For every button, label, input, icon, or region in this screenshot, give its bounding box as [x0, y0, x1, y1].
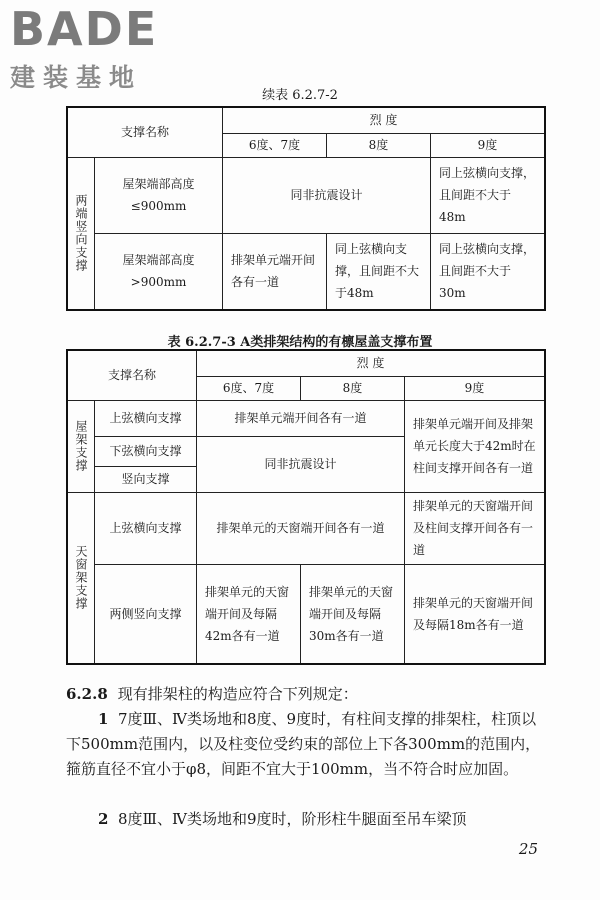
- cell: 同上弦横向支撑，且间距不大于30m: [431, 233, 546, 310]
- item-text: 7度Ⅲ、Ⅳ类场地和8度、9度时，有柱间支撑的排架柱，柱顶以下500mm范围内，以及柱变位受约束的部位上下各300mm的范围内，箍筋直径不宜小于φ8，间距不宜大于100mm，当不符合时应加固。: [66, 710, 541, 778]
- section-number: 6.2.8: [66, 685, 108, 703]
- section-title: 现有排架柱的构造应符合下列规定：: [117, 685, 358, 703]
- item-text: 8度Ⅲ、Ⅳ类场地和9度时，阶形柱牛腿面至吊车梁顶: [117, 810, 467, 828]
- header-intensity: 烈 度: [197, 350, 546, 376]
- cell: 同上弦横向支撑，且间距不大于48m: [431, 157, 546, 233]
- logo: [10, 2, 159, 94]
- row-name: 两侧竖向支撑: [95, 564, 197, 664]
- logo-subtitle: 建装基地: [10, 63, 143, 92]
- item-1: [66, 707, 546, 782]
- row-name: 竖向支撑: [95, 466, 197, 492]
- header-name: 支撑名称: [67, 107, 223, 157]
- logo-word: BADE: [10, 2, 159, 56]
- header-intensity: 烈 度: [223, 107, 546, 133]
- table2-caption: 表 6.2.7-3 A类排架结构的有檩屋盖支撑布置: [167, 335, 433, 350]
- cell: 排架单元端开间各有一道: [223, 233, 327, 310]
- header-deg8: 8度: [327, 133, 431, 157]
- table1-caption: 续表 6.2.7-2: [262, 88, 338, 103]
- cell: 同上弦横向支撑，且间距不大于48m: [327, 233, 431, 310]
- cell: 排架单元的天窗端开间各有一道: [197, 492, 405, 564]
- cell: 排架单元的天窗端开间及柱间支撑开间各有一道: [405, 492, 546, 564]
- cell: 排架单元的天窗端开间及每隔42m各有一道: [197, 564, 301, 664]
- page-number: 25: [518, 840, 538, 858]
- row-name: 上弦横向支撑: [95, 400, 197, 436]
- row-name: 屋架端部高度≤900mm: [95, 157, 223, 233]
- row-name: 上弦横向支撑: [95, 492, 197, 564]
- cell: 排架单元的天窗端开间及每隔30m各有一道: [301, 564, 405, 664]
- cell: 同非抗震设计: [197, 436, 405, 492]
- cell: 同非抗震设计: [223, 157, 431, 233]
- row-name: 下弦横向支撑: [95, 436, 197, 466]
- header-deg8: 8度: [301, 376, 405, 400]
- group-label: 天窗架支撑: [67, 492, 95, 664]
- item-number: 1: [98, 710, 109, 728]
- cell: 排架单元端开间及排架单元长度大于42m时在柱间支撑开间各有一道: [405, 400, 546, 492]
- header-deg9: 9度: [405, 376, 546, 400]
- section-heading: [66, 682, 546, 707]
- header-deg67: 6度、7度: [197, 376, 301, 400]
- cell: 排架单元的天窗端开间及每隔18m各有一道: [405, 564, 546, 664]
- item-2: [66, 807, 546, 832]
- header-name: 支撑名称: [67, 350, 197, 400]
- header-deg67: 6度、7度: [223, 133, 327, 157]
- table2: [66, 349, 546, 665]
- cell: 排架单元端开间各有一道: [197, 400, 405, 436]
- header-deg9: 9度: [431, 133, 546, 157]
- item-number: 2: [98, 810, 109, 828]
- group-label: 屋架支撑: [67, 400, 95, 492]
- row-name: 屋架端部高度>900mm: [95, 233, 223, 310]
- group-label: 两端竖向支撑: [67, 157, 95, 310]
- table1: [66, 106, 546, 311]
